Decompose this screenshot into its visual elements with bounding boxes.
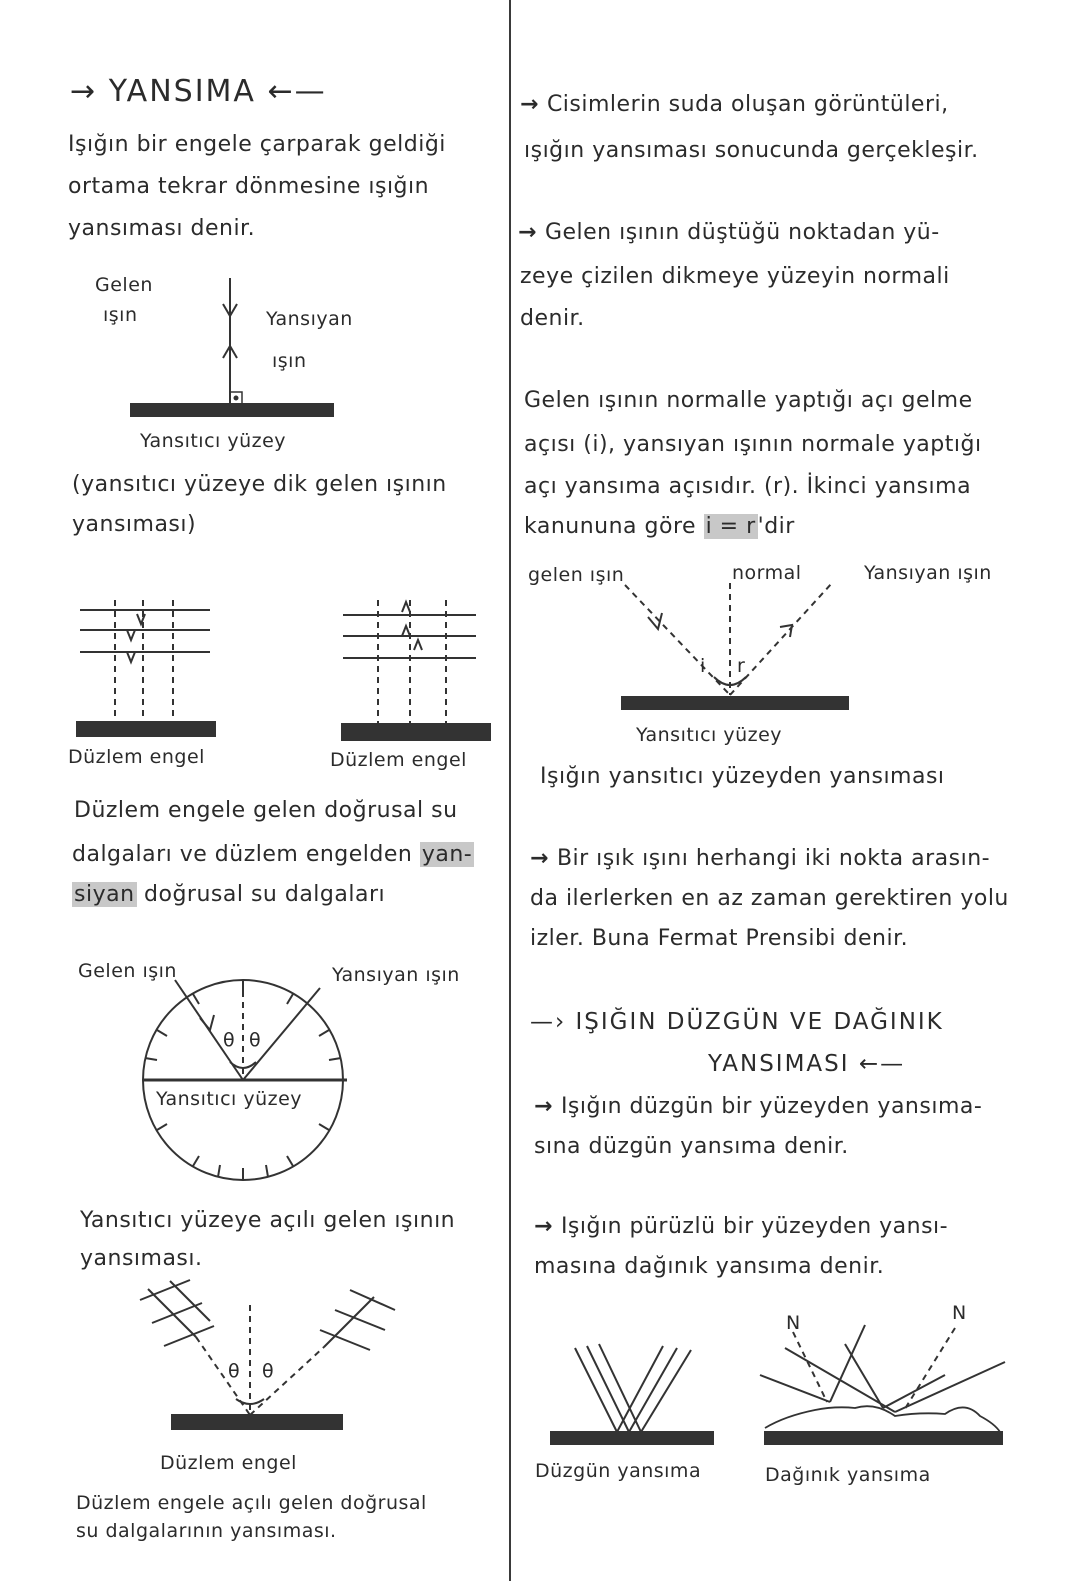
- p3-line-3: açı yansıma açısıdır. (r). İkinci yansıma: [524, 474, 972, 499]
- fig3-caption-line-2: yansıması.: [80, 1246, 203, 1271]
- fig1-surface-label: Yansıtıcı yüzey: [140, 430, 287, 452]
- fig5-reflection-with-normal-diagram: [600, 575, 860, 715]
- subtitle-line-2: YANSIMASI ←—: [708, 1051, 906, 1077]
- fig5-angle-r: r: [737, 655, 746, 677]
- fig5-incoming-label: gelen ışın: [528, 564, 625, 586]
- arrow-bullet-icon: →: [518, 220, 537, 245]
- fig6-diffuse-reflection-diagram: [755, 1320, 1015, 1455]
- fig1-perpendicular-reflection-diagram: [125, 270, 340, 425]
- fig3-surface-label: Yansıtıcı yüzey: [156, 1088, 303, 1110]
- fig3-protractor-reflection-diagram: [140, 970, 355, 1195]
- p3-line-1: Gelen ışının normalle yaptığı açı gelme: [524, 388, 973, 413]
- waves-text-line-2: dalgaları ve düzlem engelden yan-: [72, 842, 473, 867]
- highlight-yan: yan-: [421, 842, 473, 867]
- fig4-angled-wave-reflection-diagram: [130, 1275, 390, 1440]
- fig1-caption-line-1: (yansıtıcı yüzeye dik gelen ışının: [72, 472, 447, 497]
- p4-line-2: da ilerlerken en az zaman gerektiren yolu: [530, 886, 1009, 911]
- definition-line-3: yansıması denir.: [68, 216, 256, 241]
- definition-line-1: Işığın bir engele çarparak geldiği: [68, 132, 446, 157]
- fig4-caption-line-1: Düzlem engele açılı gelen doğrusal: [76, 1492, 427, 1514]
- fig2b-label: Düzlem engel: [330, 749, 467, 771]
- fig1-reflected-label-1: Yansıyan: [266, 308, 353, 330]
- fig6-regular-reflection-diagram: [545, 1340, 720, 1450]
- arrow-bullet-icon: →: [534, 1094, 553, 1119]
- p1-line-2: ışığın yansıması sonucunda gerçekleşir.: [524, 138, 979, 163]
- fig2a-wave-incoming-diagram: [75, 600, 220, 745]
- fig1-reflected-label-2: ışın: [272, 350, 307, 372]
- fig6-regular-label: Düzgün yansıma: [535, 1460, 702, 1482]
- p6-line-1: → Işığın pürüzlü bir yüzeyden yansı-: [534, 1214, 949, 1239]
- arrow-bullet-icon: →: [520, 92, 539, 117]
- definition-line-2: ortama tekrar dönmesine ışığın: [68, 174, 430, 199]
- arrow-right-icon: →: [70, 74, 109, 109]
- section-title-yansima: → YANSIMA ←—: [70, 74, 327, 109]
- waves-text-line-3: siyan doğrusal su dalgaları: [74, 882, 386, 907]
- p6-line-2: masına dağınık yansıma denir.: [534, 1254, 885, 1279]
- arrow-left-icon: ←—: [849, 1051, 906, 1077]
- arrow-bullet-icon: →: [530, 846, 549, 871]
- p5-line-1: → Işığın düzgün bir yüzeyden yansıma-: [534, 1094, 983, 1119]
- fig6-normal-label-left: N: [786, 1312, 801, 1334]
- column-divider: [509, 0, 511, 1581]
- highlight-siyan: siyan: [74, 882, 135, 907]
- fig5-surface-label: Yansıtıcı yüzey: [636, 724, 783, 746]
- p2-line-1: → Gelen ışının düştüğü noktadan yü-: [518, 220, 940, 245]
- fig4-theta-left: θ: [228, 1360, 241, 1382]
- p1-line-1: → Cisimlerin suda oluşan görüntüleri,: [520, 92, 949, 117]
- arrow-bullet-icon: →: [534, 1214, 553, 1239]
- highlight-i-equals-r: i = r: [705, 514, 756, 539]
- fig6-diffuse-label: Dağınık yansıma: [765, 1464, 931, 1486]
- p3-line-2: açısı (i), yansıyan ışının normale yaptığı: [524, 432, 982, 457]
- fig2b-wave-reflected-diagram: [338, 600, 496, 745]
- fig5-normal-label: normal: [732, 562, 802, 584]
- fig3-theta-right: θ: [249, 1029, 262, 1051]
- fig2a-label: Düzlem engel: [68, 746, 205, 768]
- p4-line-3: izler. Buna Fermat Prensibi denir.: [530, 926, 909, 951]
- fig4-theta-right: θ: [262, 1360, 275, 1382]
- waves-text-line-1: Düzlem engele gelen doğrusal su: [74, 798, 458, 823]
- fig5-reflected-label: Yansıyan ışın: [864, 562, 992, 584]
- p2-line-3: denir.: [520, 306, 585, 331]
- fig5-caption: Işığın yansıtıcı yüzeyden yansıması: [540, 764, 945, 789]
- fig6-normal-label-right: N: [952, 1302, 967, 1324]
- fig1-caption-line-2: yansıması): [72, 512, 197, 537]
- fig4-label: Düzlem engel: [160, 1452, 297, 1474]
- p2-line-2: zeye çizilen dikmeye yüzeyin normali: [520, 264, 950, 289]
- p3-line-4: kanununa göre i = r'dir: [524, 514, 795, 539]
- fig3-incoming-label: Gelen ışın: [78, 960, 177, 982]
- p4-line-1: → Bir ışık ışını herhangi iki nokta arasın-: [530, 846, 991, 871]
- fig1-incoming-label-1: Gelen: [95, 274, 153, 296]
- fig3-theta-left: θ: [223, 1029, 236, 1051]
- fig5-angle-i: i: [700, 655, 706, 677]
- fig3-caption-line-1: Yansıtıcı yüzeye açılı gelen ışının: [80, 1208, 456, 1233]
- arrow-right-icon: —›: [530, 1009, 576, 1035]
- arrow-left-icon: ←—: [255, 74, 327, 109]
- fig1-incoming-label-2: ışın: [103, 304, 138, 326]
- subtitle-line-1: —› IŞIĞIN DÜZGÜN VE DAĞINIK: [530, 1009, 944, 1035]
- fig3-reflected-label: Yansıyan ışın: [332, 964, 460, 986]
- fig4-caption-line-2: su dalgalarının yansıması.: [76, 1520, 337, 1542]
- p5-line-2: sına düzgün yansıma denir.: [534, 1134, 849, 1159]
